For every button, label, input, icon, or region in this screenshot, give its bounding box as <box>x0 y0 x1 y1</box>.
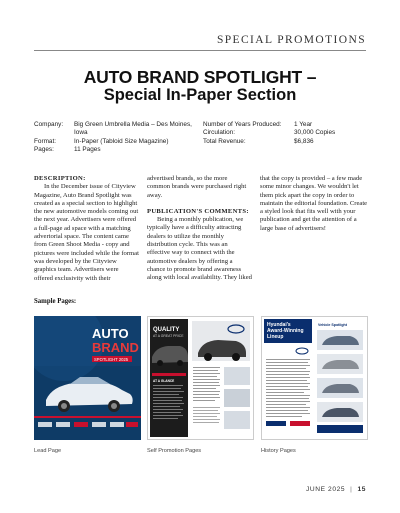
meta-row <box>203 138 373 146</box>
meta-value: $6,836 <box>294 137 314 145</box>
history-side-heading: Vehicle Spotlight <box>318 323 347 327</box>
top-rule <box>34 50 366 51</box>
description-paragraph-2-part-2: that the copy is provided – a few made some minor changes. We wouldn't let them pick apart the copy in order to maintain the editorial foundation. Create a styled look that fits well with your publication and get the attention of a large base of advertisers! <box>260 175 368 232</box>
meta-key: Company: <box>34 121 64 128</box>
self-promotion-art <box>148 317 253 439</box>
lead-page-thumbnail <box>34 316 141 440</box>
meta-left <box>34 121 199 155</box>
meta-key: Format: <box>34 137 57 145</box>
footer-separator: | <box>350 486 353 493</box>
meta-value: Big Green Umbrella Media – Des Moines, Iowa <box>74 121 192 137</box>
history-page-art <box>262 317 367 439</box>
page-title: AUTO BRAND SPOTLIGHT – <box>83 67 317 87</box>
lead-page-art <box>34 316 141 440</box>
self-sidebar-heading: AT A GLANCE <box>153 379 175 383</box>
description-heading: DESCRIPTION: <box>34 175 86 182</box>
self-promotion-thumbnail <box>147 316 254 440</box>
description-column-3 <box>260 175 368 233</box>
history-page-caption: History Pages <box>261 448 296 454</box>
self-headline: QUALITY <box>153 327 180 333</box>
lead-banner: SPOTLIGHT 2025 <box>94 357 129 362</box>
sample-pages-label: Sample Pages: <box>34 298 77 305</box>
section-label: SPECIAL PROMOTIONS <box>216 34 366 46</box>
meta-row <box>34 138 199 146</box>
self-subheadline: AT A GREAT PRICE <box>153 334 184 338</box>
meta-value: 11 Pages <box>74 146 101 154</box>
history-headline-2: Award-Winning <box>267 328 304 334</box>
meta-row <box>34 146 199 154</box>
lead-page-caption: Lead Page <box>34 448 62 454</box>
lead-brand-top: AUTO <box>92 326 129 341</box>
history-headline-3: Lineup <box>267 334 284 340</box>
meta-value: 30,000 Copies <box>294 129 336 137</box>
meta-key: Pages: <box>34 146 54 154</box>
description-column-2 <box>147 175 252 283</box>
meta-right <box>203 121 373 146</box>
page-footer <box>306 486 366 493</box>
description-column-1 <box>34 175 139 283</box>
history-headline-1: Hyundai's <box>267 322 291 328</box>
self-promotion-caption: Self Promotion Pages <box>147 448 202 454</box>
page-subtitle: Special In-Paper Section <box>103 86 297 104</box>
description-paragraph-2-part-1: Being a monthly publication, we typically have a difficulty attracting dealers to utilize the monthly distribution cycle. This was an effective way to connect with the automotive dealers by offering a chance to promote brand awareness along with local availability. They liked <box>147 216 252 282</box>
description-paragraph-1-part-2: advertised brands, so the more common brands were purchased right away. <box>147 175 247 199</box>
meta-value: In-Paper (Tabloid Size Magazine) <box>74 137 169 145</box>
lead-brand-bottom: BRAND <box>92 340 139 355</box>
page-number: 15 <box>357 486 366 493</box>
meta-key: Circulation: <box>203 129 235 137</box>
history-page-thumbnail <box>261 316 368 440</box>
meta-key: Number of Years Produced: <box>203 121 282 128</box>
meta-row <box>203 121 373 129</box>
meta-key: Total Revenue: <box>203 137 246 145</box>
meta-row <box>34 121 199 138</box>
footer-issue: JUNE 2025 <box>306 486 346 493</box>
meta-row <box>203 129 373 137</box>
meta-value: 1 Year <box>294 121 313 128</box>
description-paragraph-1-part-1: In the December issue of Cityview Magazine, Auto Brand Spotlight was created as a special section to highlight the new automotive models coming out the next year. Advertisers were offered a full-page ad space with a matching advertorial space. The content came from Green Shoot Media - copy and pictures were included while the format was developed by the Cityview graphics team. Advertisers were offered exclusivity with their <box>34 183 139 282</box>
comments-heading: PUBLICATION'S COMMENTS: <box>147 207 249 215</box>
